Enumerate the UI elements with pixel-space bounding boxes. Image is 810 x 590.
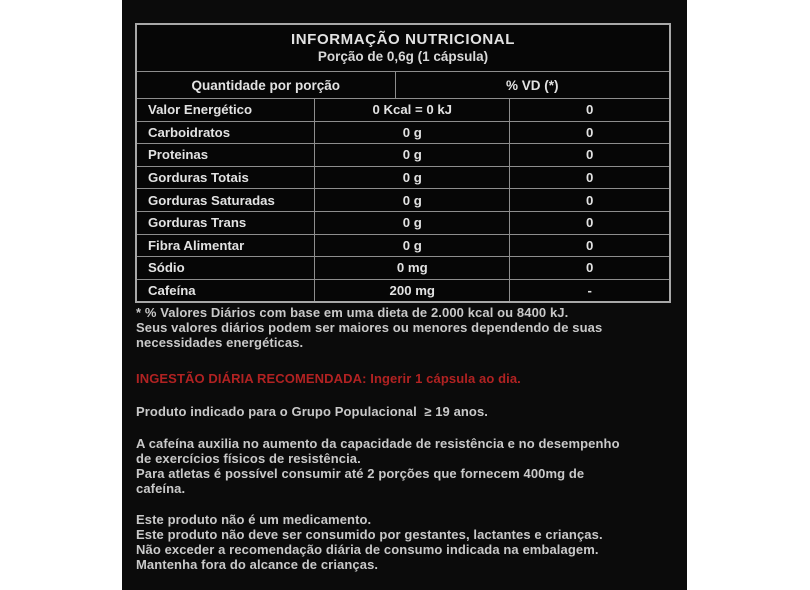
serving-size: Porção de 0,6g (1 cápsula) <box>317 49 489 64</box>
warnings <box>136 512 676 572</box>
footnote-line: Seus valores diários podem ser maiores ou menores dependendo de suas <box>136 320 603 335</box>
nutrient-daily-value: 0 <box>509 167 669 189</box>
nutrient-name: Valor Energético <box>148 102 253 118</box>
nutrient-quantity: 0 g <box>314 122 509 144</box>
nutrient-daily-value: 0 <box>509 235 669 257</box>
label-notes <box>136 305 676 572</box>
table-row <box>137 98 669 121</box>
nutrient-quantity: 0 mg <box>314 257 509 279</box>
nutrient-name: Sódio <box>148 260 185 276</box>
nutrient-name: Gorduras Trans <box>148 215 247 231</box>
nutrient-daily-value: 0 <box>509 122 669 144</box>
nutrient-quantity: 0 g <box>314 189 509 211</box>
table-row <box>137 166 669 189</box>
nutrient-name: Proteinas <box>148 147 209 163</box>
nutrient-quantity: 0 g <box>314 167 509 189</box>
table-row <box>137 279 669 302</box>
nutrition-table <box>135 23 671 303</box>
nutrient-quantity: 0 Kcal = 0 kJ <box>314 99 509 121</box>
footnote-line: necessidades energéticas. <box>136 335 304 350</box>
caffeine-info <box>136 436 676 496</box>
table-header <box>137 25 669 71</box>
caffeine-info-line: cafeína. <box>136 481 186 496</box>
nutrient-name: Fibra Alimentar <box>148 237 245 253</box>
nutrient-daily-value: 0 <box>509 257 669 279</box>
nutrient-daily-value: 0 <box>509 189 669 211</box>
table-row <box>137 211 669 234</box>
warning-line: Este produto não deve ser consumido por gestantes, lactantes e crianças. <box>136 527 603 542</box>
warning-line: Mantenha fora do alcance de crianças. <box>136 557 379 572</box>
nutrient-quantity: 200 mg <box>314 280 509 302</box>
column-header-quantity: Quantidade por porção <box>191 77 341 93</box>
footnote-line: * % Valores Diários com base em uma dieta de 2.000 kcal ou 8400 kJ. <box>136 305 569 320</box>
column-header-row <box>137 71 669 98</box>
table-row <box>137 234 669 257</box>
nutrient-name: Carboidratos <box>148 124 231 140</box>
caffeine-info-line: de exercícios físicos de resistência. <box>136 451 361 466</box>
warning-line: Este produto não é um medicamento. <box>136 512 372 527</box>
table-title: INFORMAÇÃO NUTRICIONAL <box>290 31 515 48</box>
nutrient-quantity: 0 g <box>314 235 509 257</box>
population-group-text: Produto indicado para o Grupo Populacional ≥ 19 anos. <box>136 404 489 419</box>
caffeine-info-line: A cafeína auxilia no aumento da capacidade de resistência e no desempenho <box>136 436 620 451</box>
warning-line: Não exceder a recomendação diária de consumo indicada na embalagem. <box>136 542 599 557</box>
table-row <box>137 256 669 279</box>
table-row <box>137 188 669 211</box>
daily-values-footnote <box>136 305 676 350</box>
nutrient-quantity: 0 g <box>314 144 509 166</box>
nutrient-daily-value: 0 <box>509 144 669 166</box>
nutrient-daily-value: 0 <box>509 99 669 121</box>
caffeine-info-line: Para atletas é possível consumir até 2 porções que fornecem 400mg de <box>136 466 585 481</box>
nutrient-name: Gorduras Totais <box>148 170 249 186</box>
column-header-daily-value: % VD (*) <box>395 72 669 98</box>
nutrition-label-panel <box>122 0 687 590</box>
nutrient-daily-value: - <box>509 280 669 302</box>
recommended-intake-text: INGESTÃO DIÁRIA RECOMENDADA: Ingerir 1 cápsula ao dia. <box>136 371 521 386</box>
nutrient-quantity: 0 g <box>314 212 509 234</box>
nutrient-daily-value: 0 <box>509 212 669 234</box>
table-row <box>137 143 669 166</box>
nutrient-name: Cafeína <box>148 283 196 299</box>
nutrient-name: Gorduras Saturadas <box>148 192 275 208</box>
table-row <box>137 121 669 144</box>
